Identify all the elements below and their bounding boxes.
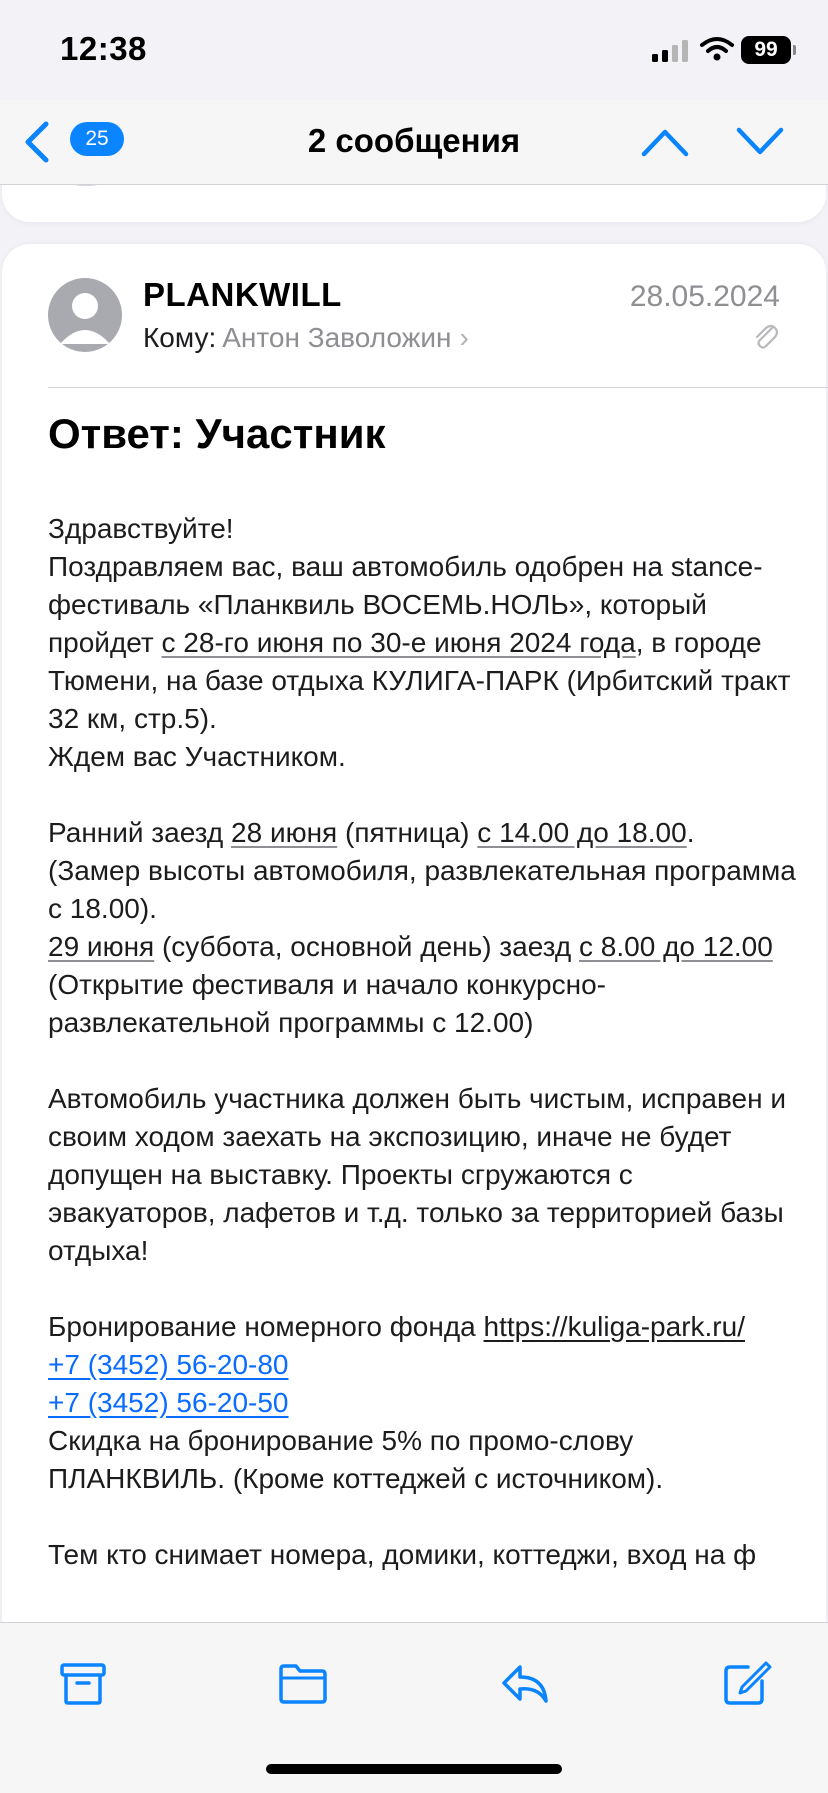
recipient-label: Кому: [143, 322, 217, 353]
next-message-icon[interactable] [735, 122, 785, 162]
body-text-span: Ранний заезд [48, 817, 232, 848]
recipient-row[interactable] [143, 322, 469, 354]
phone-link[interactable]: +7 (3452) 56-20-80 [48, 1349, 289, 1380]
body-line: (Замер высоты автомобиля, развлекательная программа с 18.00). [48, 855, 796, 924]
home-indicator [266, 1764, 562, 1774]
body-paragraph [48, 548, 808, 738]
body-text-span: (пятница) [337, 817, 478, 848]
sender-avatar [48, 278, 122, 352]
body-paragraph: Скидка на бронирование 5% по промо-слову ПЛАНКВИЛЬ. (Кроме коттеджей с источником). [48, 1425, 664, 1494]
status-bar [0, 0, 828, 100]
body-paragraph [48, 814, 808, 852]
message-date: 28.05.2024 [629, 280, 780, 313]
body-paragraph [48, 1308, 808, 1346]
wifi-icon [700, 36, 734, 62]
chevron-right-icon: › [459, 322, 469, 353]
status-time: 12:38 [60, 30, 147, 67]
recipient-name[interactable]: Антон Заволожин [222, 322, 452, 353]
person-icon [48, 278, 122, 352]
archive-icon[interactable] [58, 1661, 108, 1707]
body-paragraph [48, 928, 808, 1042]
unread-count-badge[interactable]: 25 [70, 122, 124, 156]
phone-row [48, 1346, 808, 1384]
date-link[interactable]: с 28-го июня по 30-е июня 2024 года [161, 627, 636, 658]
paragraph-gap [48, 1270, 808, 1308]
header-divider [48, 387, 828, 388]
date-link[interactable]: 29 июня [48, 931, 155, 962]
time-link[interactable]: с 8.00 до 12.00 [579, 931, 773, 962]
paragraph-gap [48, 1042, 808, 1080]
body-text-span: Бронирование номерного фонда [48, 1311, 484, 1342]
body-line: Ждем вас Участником. [48, 741, 346, 772]
battery-indicator: 99 [741, 36, 791, 64]
nav-title: 2 сообщения [307, 122, 521, 159]
previous-message-icon[interactable] [640, 122, 690, 162]
message-subject: Ответ: Участник [48, 410, 386, 457]
phone-link[interactable]: +7 (3452) 56-20-50 [48, 1387, 289, 1418]
paperclip-icon [752, 322, 778, 352]
phone-row [48, 1384, 808, 1422]
time-link[interactable]: с 14.00 до 18.00 [477, 817, 687, 848]
date-link[interactable]: 28 июня [231, 817, 338, 848]
body-text-span: , в городе Тюмени, на базе отдыха КУЛИГА-ПАРК (Ирбитский тракт 32 км, стр.5). [48, 627, 791, 734]
battery-nub [793, 45, 796, 55]
sender-name[interactable]: PLANKWILL [143, 276, 342, 313]
body-text-span: (суббота, основной день) заезд [154, 931, 580, 962]
body-text-span: (Открытие фестиваля и начало конкурсно-развлекательной программы с 12.00) [48, 969, 606, 1038]
greeting: Здравствуйте! [48, 513, 234, 544]
back-chevron-icon[interactable] [22, 120, 52, 164]
paragraph-gap [48, 1498, 808, 1536]
body-paragraph: Автомобиль участника должен быть чистым, исправен и своим ходом заехать на экспозицию, иначе не будет допущен на выставку. Проекты сгружаются с эвакуаторов, лафетов и т.д. только за территорией базы отдыха! [48, 1083, 787, 1266]
body-text-span: Поздравляем вас, ваш автомобиль одобрен на stance-фестиваль «Планквиль ВОСЕМЬ.НОЛЬ», который пройдет [48, 551, 763, 658]
message-body [48, 510, 808, 1574]
folder-icon[interactable] [278, 1661, 328, 1707]
reply-icon[interactable] [500, 1661, 550, 1707]
website-link[interactable]: https://kuliga-park.ru/ [483, 1311, 745, 1342]
body-paragraph: Тем кто снимает номера, домики, коттеджи, вход на ф [48, 1539, 757, 1570]
navigation-bar [0, 100, 828, 185]
paragraph-gap [48, 776, 808, 814]
body-text-span: . [686, 817, 695, 848]
cellular-signal-icon [652, 40, 690, 62]
compose-icon[interactable] [722, 1661, 772, 1707]
